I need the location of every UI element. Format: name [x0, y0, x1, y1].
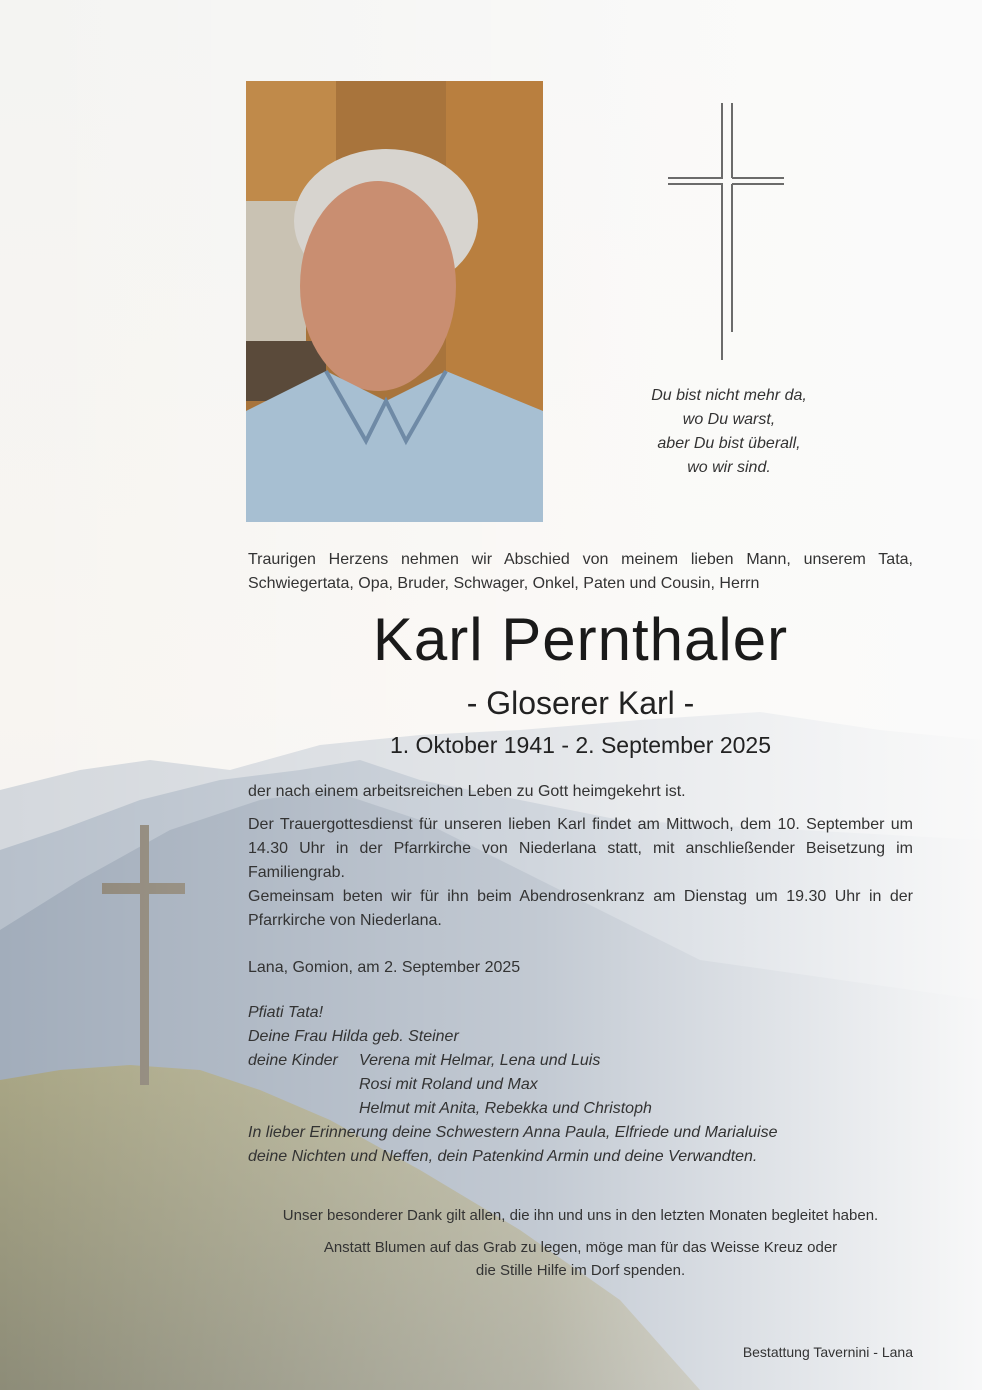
child-family: Verena mit Helmar, Lena und Luis	[359, 1052, 601, 1069]
thanks-text: Unser besonderer Dank gilt allen, die ihn und uns in den letzten Monaten begleitet haben.	[282, 1207, 879, 1224]
place-date: Lana, Gomion, am 2. September 2025	[248, 959, 521, 976]
children-label: deine Kinder	[248, 1052, 338, 1069]
memorial-verse	[610, 384, 848, 480]
deceased-name: Karl Pernthaler	[372, 606, 789, 673]
cross-icon	[665, 100, 787, 362]
greeting: Pfiati Tata!	[248, 1004, 324, 1021]
mourners-list	[248, 1001, 913, 1169]
verse-line: wo wir sind.	[687, 459, 771, 476]
sisters: In lieber Erinnerung deine Schwestern Anna Paula, Elfriede und Marialuise	[248, 1124, 778, 1141]
nickname: - Gloserer Karl -	[466, 685, 695, 721]
donation-line: Anstatt Blumen auf das Grab zu legen, möge man für das Weisse Kreuz oder	[323, 1239, 838, 1256]
verse-line: Du bist nicht mehr da,	[651, 387, 807, 404]
donation-text	[248, 1236, 913, 1282]
verse-line: wo Du warst,	[682, 411, 776, 428]
life-dates: 1. Oktober 1941 - 2. September 2025	[389, 732, 772, 758]
intro-text: Traurigen Herzens nehmen wir Abschied von meinem lieben Mann, unserem Tata, Schwiegertata, Opa, Bruder, Schwager, Onkel, Paten und Cousin, Herrn	[248, 551, 913, 592]
funeral-text: Der Trauergottesdienst für unseren lieben Karl findet am Mittwoch, dem 10. September um 14.30 Uhr in der Pfarrkirche von Niederlana statt, mit anschließender Beisetzung im Familiengrab.	[248, 816, 913, 881]
child-family: Helmut mit Anita, Rebekka und Christoph	[359, 1100, 652, 1117]
child-family: Rosi mit Roland und Max	[359, 1076, 538, 1093]
rosary-text: Gemeinsam beten wir für ihn beim Abendrosenkranz am Dienstag um 19.30 Uhr in der Pfarrkirche von Niederlana.	[248, 888, 913, 929]
portrait-photo	[246, 81, 543, 522]
other-relatives: deine Nichten und Neffen, dein Patenkind Armin und deine Verwandten.	[248, 1148, 758, 1165]
undertaker: Bestattung Tavernini - Lana	[742, 1344, 913, 1360]
verse-line: aber Du bist überall,	[657, 435, 801, 452]
after-name-text: der nach einem arbeitsreichen Leben zu Gott heimgekehrt ist.	[248, 783, 686, 800]
wife: Deine Frau Hilda geb. Steiner	[248, 1028, 459, 1045]
donation-line: die Stille Hilfe im Dorf spenden.	[475, 1262, 686, 1279]
